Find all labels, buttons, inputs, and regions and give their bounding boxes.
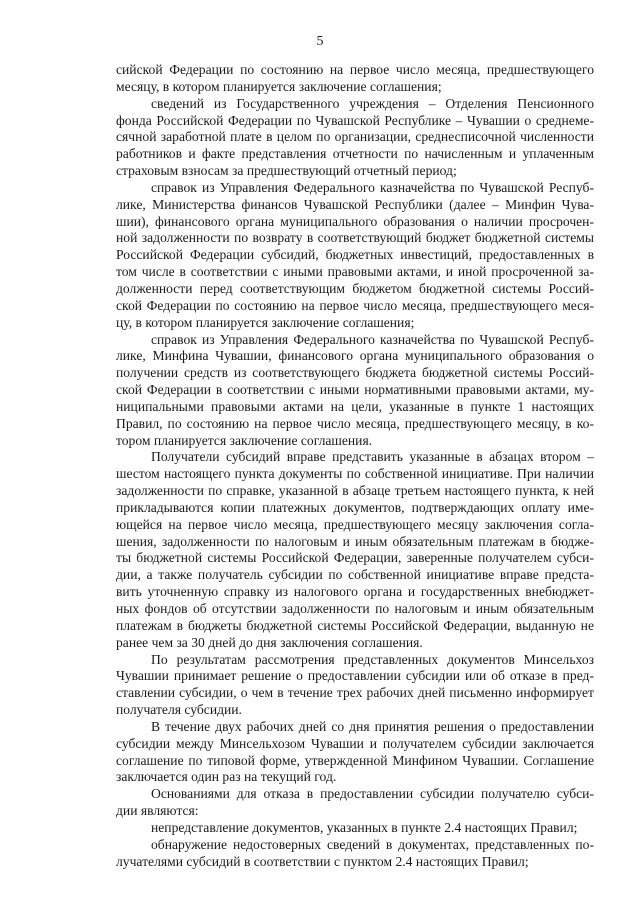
text-line: ты бюджетной системы Российской Федерации, заверенные получателем субси- [116,550,594,566]
text-line: вить уточненную справку из налогового органа и государственных внебюджет- [116,584,594,600]
text-line: справок из Управления Федерального казначейства по Чувашской Респуб- [151,179,594,195]
text-line: месяцу, в котором планируется заключение соглашения; [116,78,442,94]
text-line: шения, задолженности по налоговым и иным обязательным платежам в бюдже- [116,533,594,549]
text-line: тором планируется заключение соглашения. [116,432,373,448]
text-line: Российской Федерации субсидий, бюджетных инвестиций, предоставленных в [116,247,594,263]
text-line: справок из Управления Федерального казначейства по Чувашской Респуб- [151,331,594,347]
text-line: обнаружение недостоверных сведений в документах, представленных по- [151,836,594,852]
text-line: ниципальными правовыми актами на цели, указанные в пункте 1 настоящих [116,398,594,414]
text-line: ющейся на первое число месяца, предшествующего месяцу заключения согла- [116,516,594,532]
text-line: ставлении субсидии, о чем в течение трех рабочих дней письменно информирует [116,685,594,701]
text-line: страховым взносам за предшествующий отчетный период; [116,163,457,179]
text-line: непредставление документов, указанных в пункте 2.4 настоящих Правил; [151,819,578,835]
text-line: По результатам рассмотрения представленных документов Минсельхоз [151,651,594,667]
text-line: дии являются: [116,803,199,819]
page-number: 5 [316,34,324,49]
text-line: платежам в бюджеты бюджетной системы Российской Федерации, выданную не [116,617,594,633]
text-line: заключается один раз на текущий год. [116,769,337,785]
text-line: лике, Минфина Чувашии, финансового органа муниципального образования о [116,348,594,364]
text-line: шии), финансового органа муниципального образования о наличии просрочен- [116,213,594,229]
text-line: фонда Российской Федерации по Чувашской Республике – Чувашии о среднеме- [116,112,594,128]
text-line: сведений из Государственного учреждения – Отделения Пенсионного [151,95,594,111]
document-body [116,62,594,871]
text-line: шестом настоящего пункта документы по собственной инициативе. При наличии [116,466,594,482]
text-line: ской Федерации по состоянию на первое число месяца, предшествующего меся- [116,297,594,313]
text-line: Основаниями для отказа в предоставлении субсидии получателю субси- [151,786,594,802]
text-line: том числе в соответствии с иными правовыми актами, и иной просроченной за- [116,264,594,280]
text-line: дии, а также получатель субсидии по собственной инициативе вправе предста- [116,567,594,583]
text-line: прикладываются копии платежных документов, подтверждающих оплату име- [116,499,594,515]
text-line: цу, в котором планируется заключение соглашения; [116,314,415,330]
text-line: лике, Министерства финансов Чувашской Республики (далее – Минфин Чува- [116,196,594,212]
text-line: лучателями субсидий в соответствии с пунктом 2.4 настоящих Правил; [116,853,529,869]
text-line: получателя субсидии. [116,702,242,718]
text-line: сийской Федерации по состоянию на первое число месяца, предшествующего [116,62,594,77]
text-line: Чувашии принимает решение о предоставлении субсидии или об отказе в пред- [116,668,594,684]
text-line: сячной заработной плате в целом по организации, среднесписочной численности [116,129,594,145]
text-line: долженности перед соответствующим бюджетом бюджетной системы Россий- [116,280,594,296]
text-line: ской Федерации в соответствии с иными нормативными правовыми актами, му- [116,382,594,398]
text-line: ной задолженности по возврату в соответствующий бюджет бюджетной системы [116,230,594,246]
text-line: соглашение по типовой форме, утвержденной Минфином Чувашии. Соглашение [116,752,594,768]
text-line: получении средств из соответствующего бюджета бюджетной системы Россий- [116,365,594,381]
text-line: Правил, по состоянию на первое число месяца, предшествующего месяцу, в ко- [116,415,594,431]
text-line: задолженности по справке, указанной в абзаце третьем настоящего пункта, к ней [116,483,594,499]
text-line: ных фондов об отсутствии задолженности по налоговым и иным обязательным [116,601,594,616]
text-line: ранее чем за 30 дней до дня заключения соглашения. [116,634,423,650]
text-line: В течение двух рабочих дней со дня принятия решения о предоставлении [151,718,594,734]
text-line: субсидии между Минсельхозом Чувашии и получателем субсидии заключается [116,735,594,751]
text-line: Получатели субсидий вправе представить указанные в абзацах втором – [151,449,594,465]
text-line: работников и факте представления отчетности по начисленным и уплаченным [116,146,594,162]
